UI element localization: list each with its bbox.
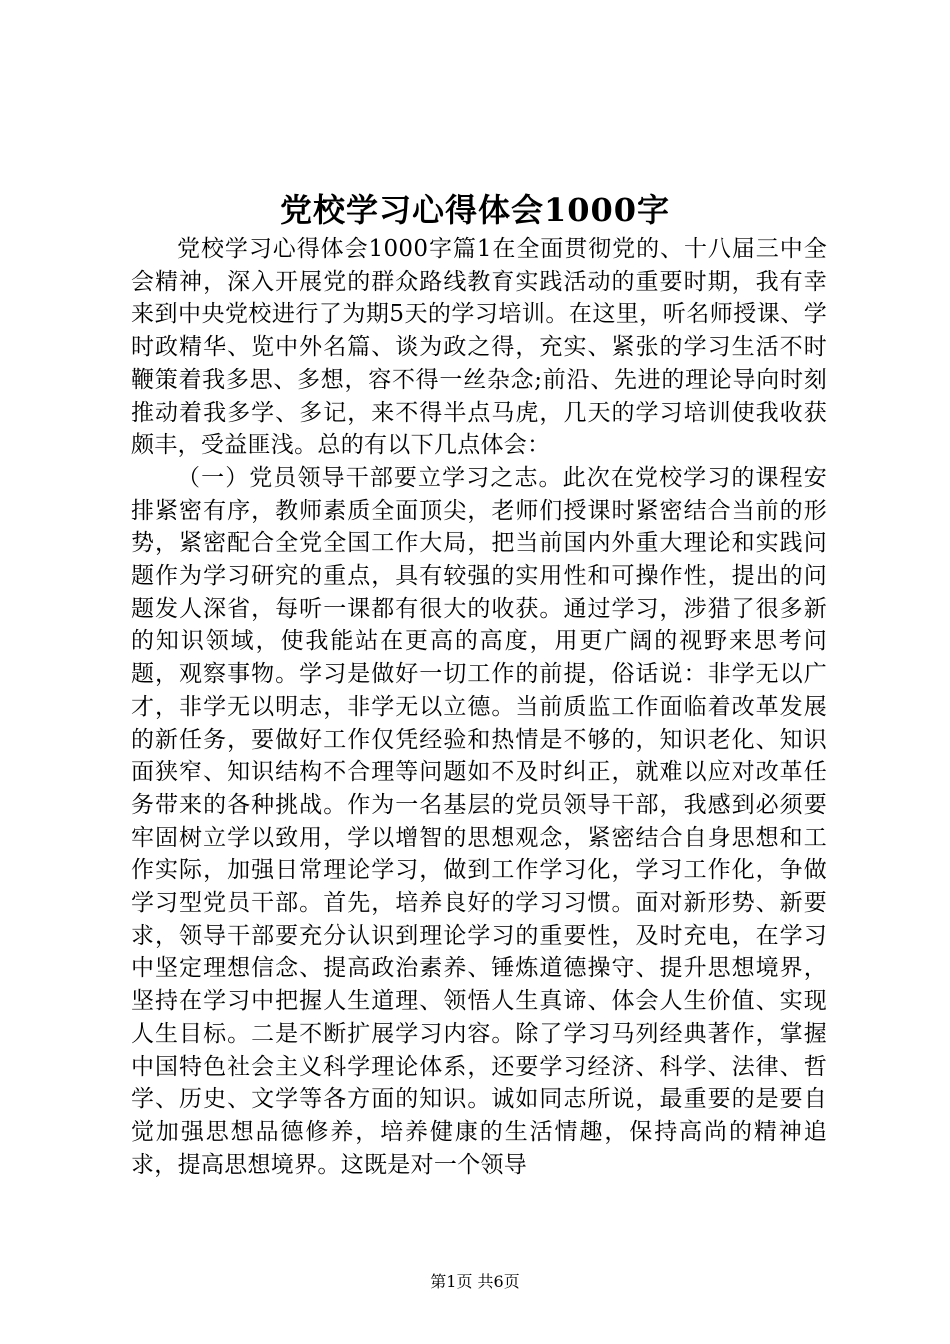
paragraph-section-one: （一）党员领导干部要立学习之志。此次在党校学习的课程安排紧密有序，教师素质全面顶尖，老师们授课时紧密结合当前的形势，紧密配合全党全国工作大局，把当前国内外重大理论和实践问题作为学习研究的重点，具有较强的实用性和可操作性，提出的问题发人深省，每听一课都有很大的收获。通过学习，涉猎了很多新的知识领域，使我能站在更高的高度，用更广阔的视野来思考问题，观察事物。学习是做好一切工作的前提，俗话说：非学无以广才，非学无以明志，非学无以立德。当前质监工作面临着改革发展的新任务，要做好工作仅凭经验和热情是不够的，知识老化、知识面狭窄、知识结构不合理等问题如不及时纠正，就难以应对改革任务带来的各种挑战。作为一名基层的党员领导干部，我感到必须要牢固树立学以致用，学以增智的思想观念，紧密结合自身思想和工作实际，加强日常理论学习，做到工作学习化，学习工作化，争做学习型党员干部。首先，培养良好的学习习惯。面对新形势、新要求，领导干部要充分认识到理论学习的重要性，及时充电，在学习中坚定理想信念、提高政治素养、锤炼道德操守、提升思想境界，坚持在学习中把握人生道理、领悟人生真谛、体会人生价值、实现人生目标。二是不断扩展学习内容。除了学习马列经典著作，掌握中国特色社会主义科学理论体系，还要学习经济、科学、法律、哲学、历史、文学等各方面的知识。诚如同志所说，最重要的是要自觉加强思想品德修养，培养健康的生活情趣，保持高尚的精神追求，提高思想境界。这既是对一个领导 [131, 464, 827, 1178]
paragraph-intro: 党校学习心得体会1000字篇1在全面贯彻党的、十八届三中全会精神，深入开展党的群众路线教育实践活动的重要时期，我有幸来到中央党校进行了为期5天的学习培训。在这里，听名师授课、学时政精华、览中外名篇、谈为政之得，充实、紧张的学习生活不时鞭策着我多思、多想，容不得一丝杂念;前沿、先进的理论导向时刻推动着我多学、多记，来不得半点马虎，几天的学习培训使我收获颇丰，受益匪浅。总的有以下几点体会： [131, 236, 827, 459]
page-number-footer: 第1页 共6页 [430, 1272, 520, 1291]
document-title: 党校学习心得体会1000字 [279, 191, 671, 229]
document-body [131, 233, 827, 1181]
